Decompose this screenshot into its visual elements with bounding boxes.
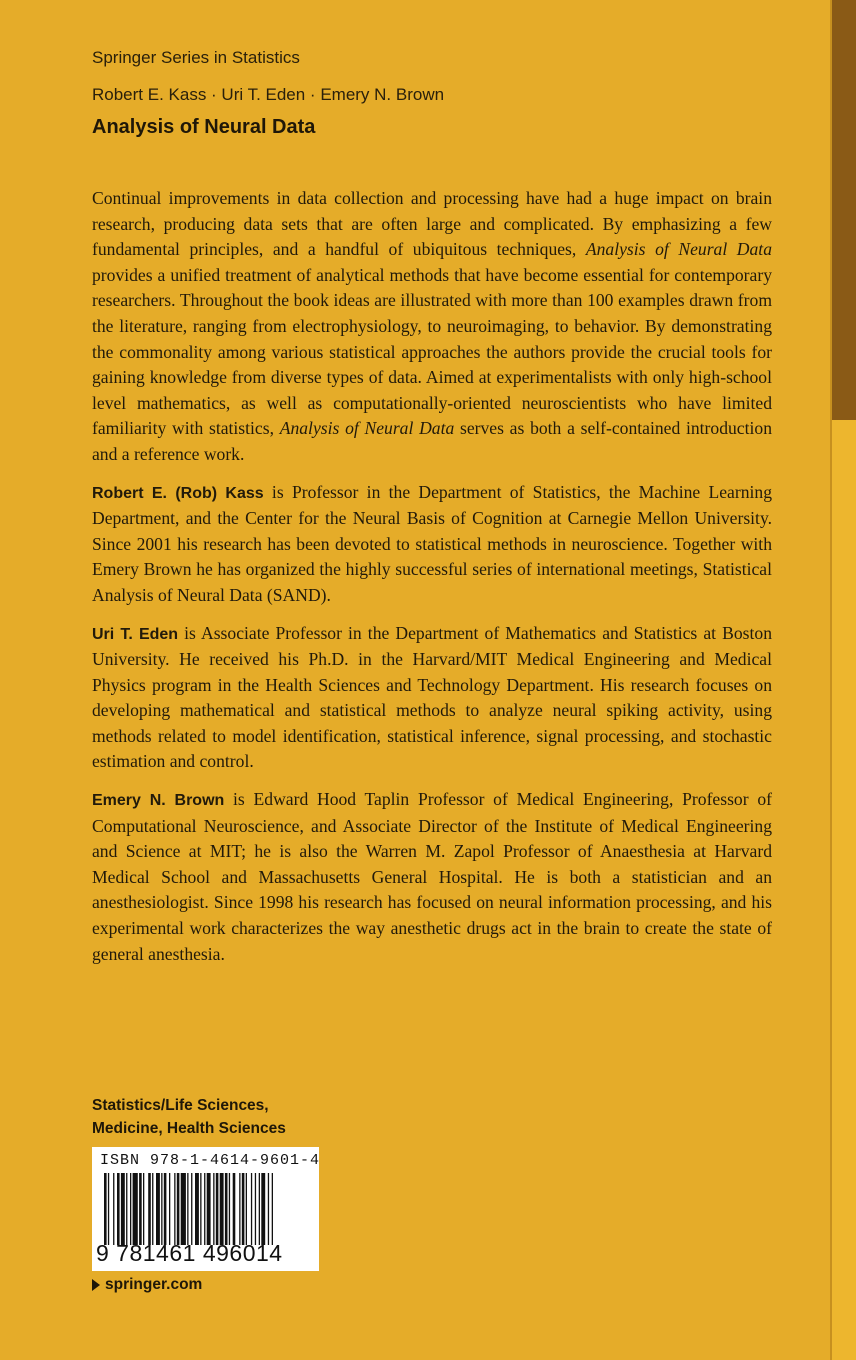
bio-kass (92, 480, 772, 609)
barcode-bar (156, 1173, 160, 1245)
barcode-bar (139, 1173, 142, 1245)
barcode-bar (200, 1173, 201, 1245)
barcode-bar (261, 1173, 265, 1245)
barcode-bar (204, 1173, 205, 1245)
barcode-box (92, 1147, 319, 1271)
barcode-bar (242, 1173, 245, 1245)
barcode-bars (100, 1173, 311, 1245)
barcode-bar (195, 1173, 199, 1245)
blurb-paragraph (92, 186, 772, 468)
barcode-digits: 9 781461 496014 (96, 1240, 283, 1266)
isbn-label: ISBN 978-1-4614-9601-4 (100, 1152, 321, 1169)
bio-name-kass: Robert E. (Rob) Kass (92, 484, 264, 502)
spine-light-band (832, 420, 856, 1360)
bio-name-eden: Uri T. Eden (92, 625, 179, 643)
blurb-title-italic-1: Analysis of Neural Data (585, 239, 772, 260)
barcode-bar (216, 1173, 219, 1245)
barcode-bar (233, 1173, 236, 1245)
barcode-bar (169, 1173, 170, 1245)
bio-text-eden: is Associate Professor in the Department of Mathematics and Statistics at Boston University. He received his Ph.D. in the Harvard/MIT Medical Engineering and Medical Physics program in the Health Sciences and Technology Department. His research focuses on developing mathematical and statistical methods to analyze neural spiking activity, using methods related to model identification, statistical inference, signal processing, and stochastic estimation and control. (92, 622, 772, 772)
barcode-bar (164, 1173, 167, 1245)
barcode-bar (225, 1173, 228, 1245)
blurb-part-1: Continual improvements in data collection and processing have had a huge impact on brain research, producing data sets that are often large and complicated. By emphasizing a few fundamental principles, and a handful of ubiquitous techniques, (92, 188, 772, 260)
barcode-bar (130, 1173, 131, 1245)
barcode-bar (177, 1173, 180, 1245)
barcode-bar (104, 1173, 107, 1245)
barcode-bar (121, 1173, 125, 1245)
barcode-bar (133, 1173, 138, 1245)
barcode-bar (126, 1173, 127, 1245)
barcode-bar (191, 1173, 192, 1245)
barcode-bar (272, 1173, 273, 1245)
subject-category (92, 1094, 286, 1140)
barcode-bar (152, 1173, 153, 1245)
blurb-title-italic-2: Analysis of Neural Data (279, 418, 455, 439)
bio-name-brown: Emery N. Brown (92, 792, 225, 810)
barcode-bar (213, 1173, 214, 1245)
barcode-bar (108, 1173, 109, 1245)
barcode-bar (187, 1173, 188, 1245)
barcode-bar (143, 1173, 144, 1245)
barcode-bar (148, 1173, 151, 1245)
barcode-bar (181, 1173, 186, 1245)
bio-eden (92, 621, 772, 776)
spine-dark-band (832, 0, 856, 420)
subject-line-1: Statistics/Life Sciences, (92, 1097, 269, 1114)
subject-line-2: Medicine, Health Sciences (92, 1120, 286, 1137)
barcode-bar (255, 1173, 256, 1245)
back-cover-text (92, 186, 772, 979)
barcode-bar (246, 1173, 247, 1245)
triangle-right-icon (92, 1279, 100, 1291)
publisher-website[interactable] (92, 1276, 202, 1294)
barcode-bar (268, 1173, 269, 1245)
blurb-part-3: serves as both a self-contained introduction and a reference work. (92, 418, 772, 464)
website-label: springer.com (105, 1276, 203, 1293)
book-title: Analysis of Neural Data (92, 116, 316, 138)
barcode-bar (207, 1173, 211, 1245)
bio-text-brown: is Edward Hood Taplin Professor of Medical Engineering, Professor of Computational Neuroscience, and Associate Director of the Institute of Medical Engineering and Science at MIT; he is also the Warren M. Zapol Professor of Anaesthesia at Harvard Medical School and Massachusetts General Hospital. He is both a statistician and an anesthesiologist. Since 1998 his research has focused on neural information processing, and his experimental work characterizes the way anesthetic drugs act in the brain to create the state of general anesthesia. (92, 789, 772, 964)
barcode-bar (117, 1173, 120, 1245)
barcode-bar (220, 1173, 224, 1245)
barcode-bar (161, 1173, 162, 1245)
barcode-bar (251, 1173, 252, 1245)
barcode-bar (229, 1173, 230, 1245)
barcode-bar (113, 1173, 114, 1245)
authors-line: Robert E. Kass · Uri T. Eden · Emery N. Brown (92, 85, 445, 104)
barcode-bar (239, 1173, 240, 1245)
barcode-bar (174, 1173, 175, 1245)
blurb-part-2: provides a unified treatment of analytical methods that have become essential for contemporary researchers. Throughout the book ideas are illustrated with more than 100 examples drawn from the literature, ranging from electrophysiology, to neuroimaging, to behavior. By demonstrating the commonality among various statistical approaches the authors provide the crucial tools for gaining knowledge from diverse types of data. Aimed at experimentalists with only high-school level mathematics, as well as computationally-oriented neuroscientists who have limited familiarity with statistics, (92, 264, 772, 439)
bio-text-kass: is Professor in the Department of Statistics, the Machine Learning Department, and the Center for the Neural Basis of Cognition at Carnegie Mellon University. Since 2001 his research has been devoted to statistical methods in neuroscience. Together with Emery Brown he has organized the highly successful series of international meetings, Statistical Analysis of Neural Data (SAND). (92, 481, 772, 605)
barcode-bar (259, 1173, 260, 1245)
bio-brown (92, 787, 772, 967)
series-name: Springer Series in Statistics (92, 48, 300, 67)
